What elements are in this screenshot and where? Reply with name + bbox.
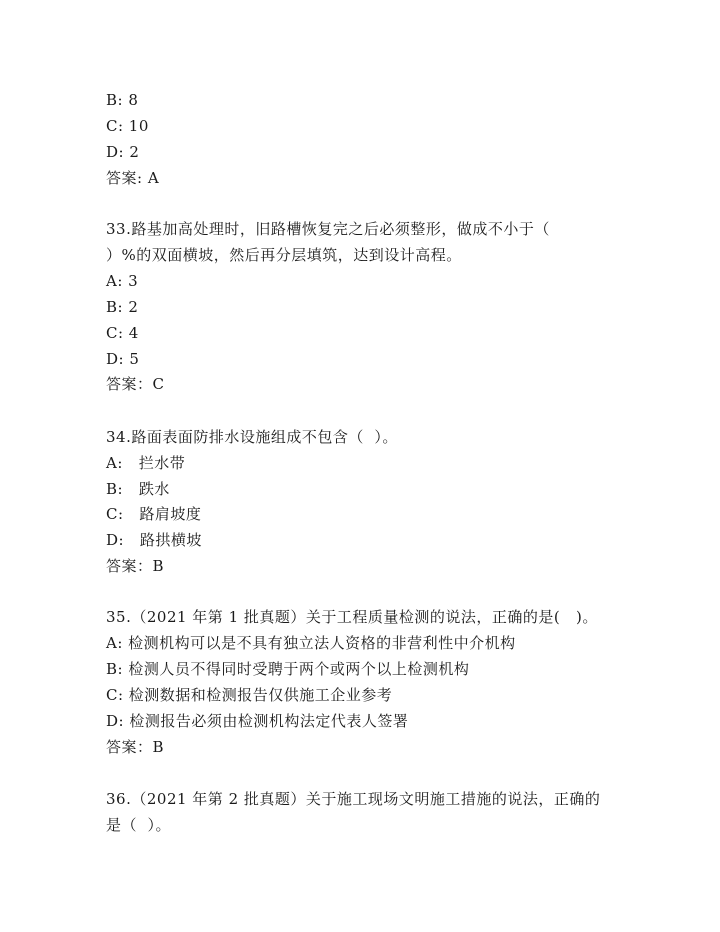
q35-option-c: C: 检测数据和检测报告仅供施工企业参考 — [106, 686, 393, 704]
q32-option-d: D: 2 — [106, 143, 140, 161]
q33-stem-line2: ）%的双面横坡，然后再分层填筑，达到设计高程。 — [106, 246, 462, 264]
q35-option-d: D: 检测报告必须由检测机构法定代表人签署 — [106, 712, 409, 730]
q33-option-a: A: 3 — [106, 272, 139, 290]
q34-option-d: D: 路拱横坡 — [106, 531, 202, 549]
q33-option-b: B: 2 — [106, 298, 139, 316]
q34-stem: 34.路面表面防排水设施组成不包含（ ）。 — [106, 428, 398, 446]
q33-answer: 答案：C — [106, 375, 165, 393]
q35-answer: 答案：B — [106, 738, 165, 756]
q32-option-b: B: 8 — [106, 91, 139, 109]
q35-option-b: B: 检测人员不得同时受聘于两个或两个以上检测机构 — [106, 660, 470, 678]
q35-stem: 35.（2021 年第 1 批真题）关于工程质量检测的说法，正确的是( )。 — [106, 608, 598, 626]
q35-option-a: A: 检测机构可以是不具有独立法人资格的非营利性中介机构 — [106, 634, 516, 652]
q34-option-b: B: 跌水 — [106, 480, 170, 498]
q34-option-a: A: 拦水带 — [106, 454, 186, 472]
q32-answer: 答案: A — [106, 169, 160, 187]
q34-answer: 答案：B — [106, 557, 165, 575]
q36-stem-line1: 36.（2021 年第 2 批真题）关于施工现场文明施工措施的说法，正确的 — [106, 790, 601, 808]
q32-option-c: C: 10 — [106, 117, 149, 135]
q34-option-c: C: 路肩坡度 — [106, 505, 202, 523]
q33-stem-line1: 33.路基加高处理时，旧路槽恢复完之后必须整形，做成不小于（ — [106, 220, 550, 238]
q33-option-d: D: 5 — [106, 350, 140, 368]
q33-option-c: C: 4 — [106, 324, 139, 342]
q36-stem-line2: 是（ ）。 — [106, 816, 172, 834]
